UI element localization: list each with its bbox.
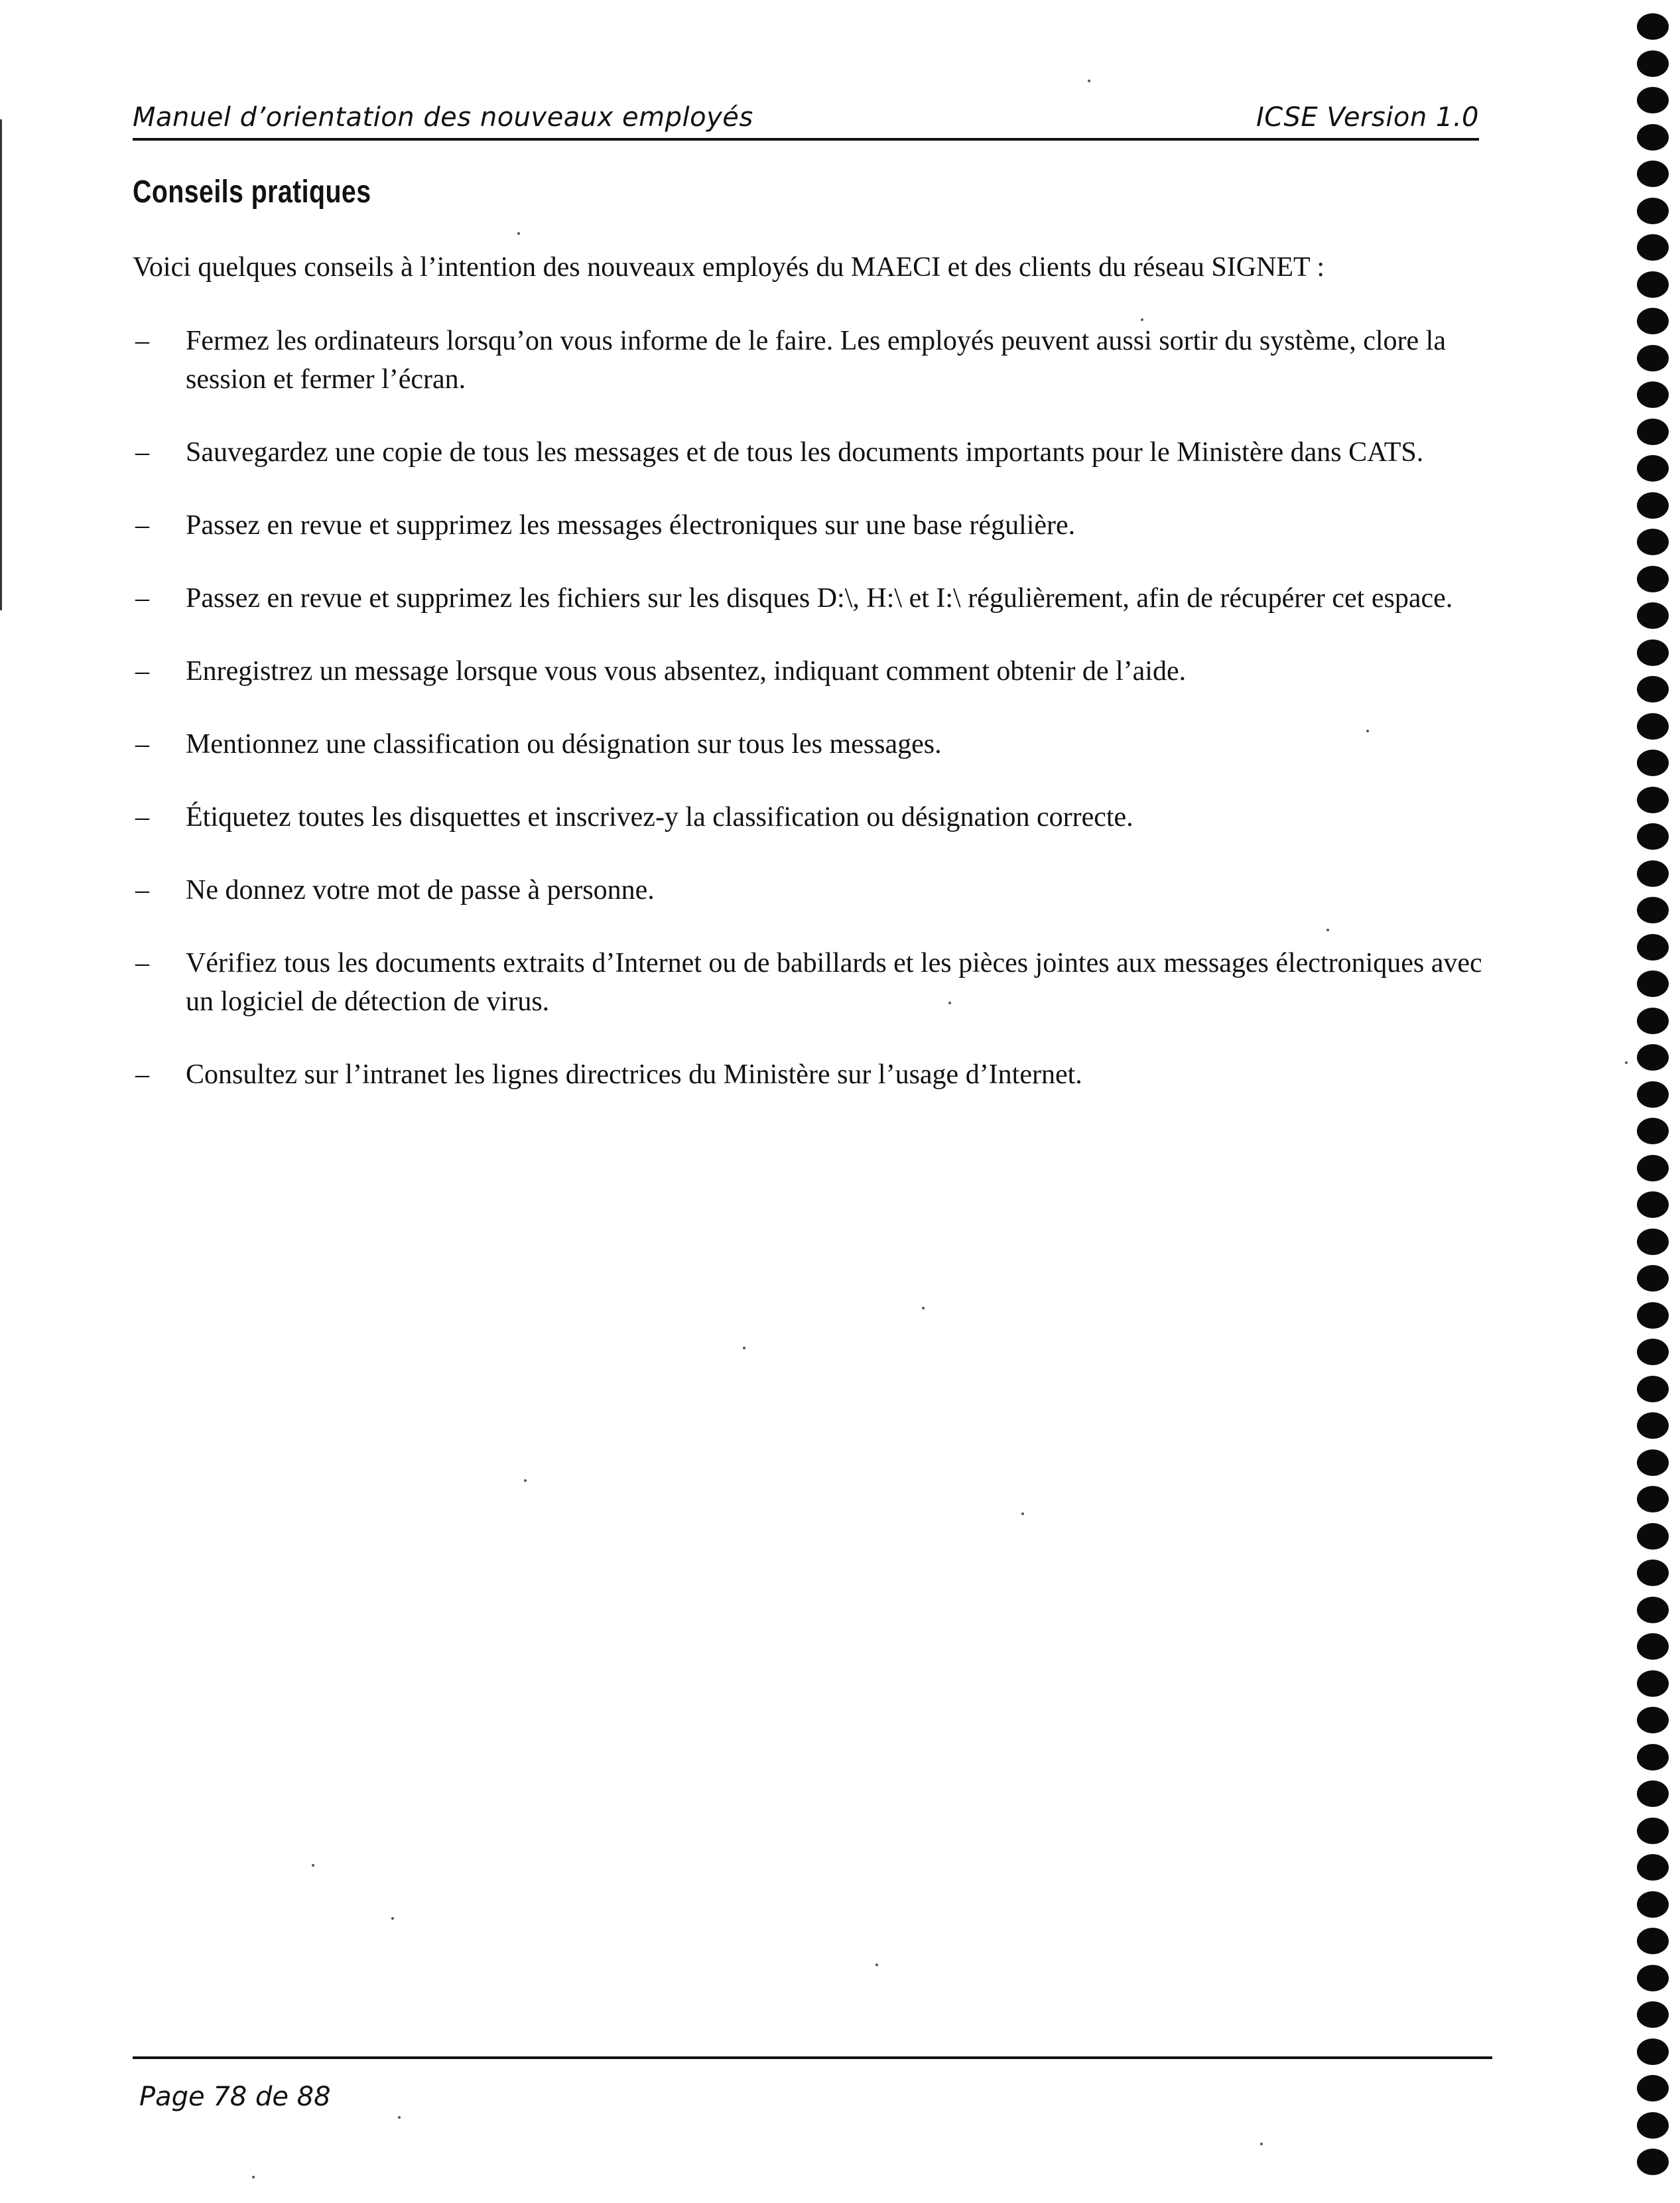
punch-hole: [1637, 1928, 1669, 1954]
scan-speck: [1088, 80, 1090, 82]
scan-speck: [1326, 929, 1329, 931]
dash-bullet: –: [135, 802, 149, 833]
scan-speck: [948, 1002, 951, 1004]
punch-hole: [1637, 1854, 1669, 1881]
punch-hole: [1637, 1780, 1669, 1807]
scan-speck: [312, 1864, 314, 1867]
tip-text: Sauvegardez une copie de tous les messages et de tous les documents importants pour le Ministère dans CATS.: [186, 437, 1424, 468]
tip-item: [133, 725, 1492, 764]
dash-bullet: –: [135, 1059, 149, 1090]
punch-hole: [1637, 1744, 1669, 1770]
tip-text: Passez en revue et supprimez les messages électroniques sur une base régulière.: [186, 510, 1076, 541]
punch-hole: [1637, 345, 1669, 371]
tip-item: [133, 1055, 1492, 1094]
punch-hole: [1637, 50, 1669, 77]
punch-hole: [1637, 271, 1669, 298]
punch-hole: [1637, 602, 1669, 629]
punch-hole: [1637, 87, 1669, 113]
running-header: [133, 98, 1479, 141]
tip-text: Mentionnez une classification ou désignation sur tous les messages.: [186, 729, 942, 760]
dash-bullet: –: [135, 326, 149, 356]
page-number: Page 78 de 88: [139, 2082, 331, 2112]
punch-hole: [1637, 970, 1669, 997]
dash-bullet: –: [135, 729, 149, 760]
tip-text: Ne donnez votre mot de passe à personne.: [186, 875, 655, 905]
scan-speck: [743, 1347, 745, 1349]
dash-bullet: –: [135, 875, 149, 905]
punch-hole: [1637, 1265, 1669, 1292]
punch-hole: [1637, 2075, 1669, 2102]
dash-bullet: –: [135, 656, 149, 687]
tip-text: Fermez les ordinateurs lorsqu’on vous informe de le faire. Les employés peuvent aussi sortir du système, clore la session et fermer l’écran.: [186, 326, 1446, 395]
punch-hole: [1637, 1633, 1669, 1660]
punch-hole: [1637, 1376, 1669, 1402]
punch-hole: [1637, 934, 1669, 961]
dash-bullet: –: [135, 583, 149, 614]
punch-hole: [1637, 2038, 1669, 2065]
scan-speck: [1625, 1061, 1628, 1064]
punch-hole: [1637, 419, 1669, 445]
punch-hole: [1637, 2149, 1669, 2175]
tip-text: Consultez sur l’intranet les lignes directrices du Ministère sur l’usage d’Internet.: [186, 1059, 1082, 1090]
punch-hole: [1637, 639, 1669, 666]
punch-hole: [1637, 13, 1669, 40]
punch-hole: [1637, 1155, 1669, 1181]
scan-speck: [1366, 730, 1369, 732]
tip-item: [133, 944, 1492, 1021]
punch-hole: [1637, 1486, 1669, 1512]
punch-hole: [1637, 1707, 1669, 1733]
punch-hole: [1637, 1044, 1669, 1071]
punch-hole: [1637, 234, 1669, 261]
binding-edge-mark: [0, 119, 2, 610]
punch-hole: [1637, 1523, 1669, 1550]
punch-hole: [1637, 676, 1669, 702]
tip-item: [133, 322, 1492, 399]
scan-speck: [524, 1479, 527, 1482]
punch-hole: [1637, 492, 1669, 519]
tip-item: [133, 871, 1492, 909]
punch-hole: [1637, 823, 1669, 850]
scan-speck: [1021, 1512, 1024, 1515]
punch-hole: [1637, 124, 1669, 151]
punch-hole: [1637, 381, 1669, 408]
punch-hole: [1637, 1191, 1669, 1218]
binder-punch-holes: [1637, 7, 1677, 2196]
intro-paragraph: Voici quelques conseils à l’intention des nouveaux employés du MAECI et des clients du réseau SIGNET :: [133, 252, 1325, 283]
punch-hole: [1637, 1412, 1669, 1439]
punch-hole: [1637, 1965, 1669, 1991]
scan-speck: [875, 1964, 878, 1966]
tip-text: Enregistrez un message lorsque vous vous absentez, indiquant comment obtenir de l’aide.: [186, 656, 1187, 687]
scan-speck: [1260, 2143, 1263, 2145]
punch-hole: [1637, 1891, 1669, 1918]
punch-hole: [1637, 1302, 1669, 1329]
scan-speck: [922, 1307, 925, 1309]
punch-hole: [1637, 566, 1669, 592]
tips-list: [133, 322, 1492, 1128]
punch-hole: [1637, 2112, 1669, 2139]
punch-hole: [1637, 897, 1669, 923]
dash-bullet: –: [135, 510, 149, 541]
tip-item: [133, 652, 1492, 691]
tip-text: Passez en revue et supprimez les fichiers sur les disques D:\, H:\ et I:\ régulièrement, afin de récupérer cet espace.: [186, 583, 1453, 614]
punch-hole: [1637, 750, 1669, 776]
punch-hole: [1637, 1339, 1669, 1365]
section-title: Conseils pratiques: [133, 174, 371, 210]
tip-item: [133, 579, 1492, 618]
tip-text: Vérifiez tous les documents extraits d’Internet ou de babillards et les pièces jointes aux messages électroniques avec un logiciel de détection de virus.: [186, 948, 1482, 1017]
punch-hole: [1637, 161, 1669, 187]
scan-speck: [391, 1917, 394, 1920]
footer-rule: [133, 2056, 1492, 2059]
punch-hole: [1637, 198, 1669, 224]
punch-hole: [1637, 529, 1669, 555]
scan-speck: [398, 2116, 401, 2119]
dash-bullet: –: [135, 437, 149, 468]
punch-hole: [1637, 1229, 1669, 1255]
punch-hole: [1637, 860, 1669, 887]
punch-hole: [1637, 787, 1669, 813]
punch-hole: [1637, 308, 1669, 334]
tip-text: Étiquetez toutes les disquettes et inscrivez-y la classification ou désignation correcte.: [186, 802, 1133, 833]
punch-hole: [1637, 1008, 1669, 1034]
punch-hole: [1637, 713, 1669, 740]
punch-hole: [1637, 1818, 1669, 1844]
punch-hole: [1637, 1560, 1669, 1586]
punch-hole: [1637, 1118, 1669, 1144]
punch-hole: [1637, 1597, 1669, 1623]
tip-item: [133, 506, 1492, 545]
dash-bullet: –: [135, 948, 149, 978]
tip-item: [133, 798, 1492, 836]
tip-item: [133, 433, 1492, 472]
scan-speck: [517, 232, 520, 235]
scan-speck: [252, 2176, 255, 2178]
punch-hole: [1637, 1449, 1669, 1476]
scan-speck: [1141, 318, 1143, 321]
punch-hole: [1637, 1670, 1669, 1697]
header-version: ICSE Version 1.0: [1256, 102, 1479, 133]
punch-hole: [1637, 455, 1669, 482]
punch-hole: [1637, 1081, 1669, 1108]
header-document-title: Manuel d’orientation des nouveaux employés: [133, 102, 753, 133]
punch-hole: [1637, 2001, 1669, 2028]
